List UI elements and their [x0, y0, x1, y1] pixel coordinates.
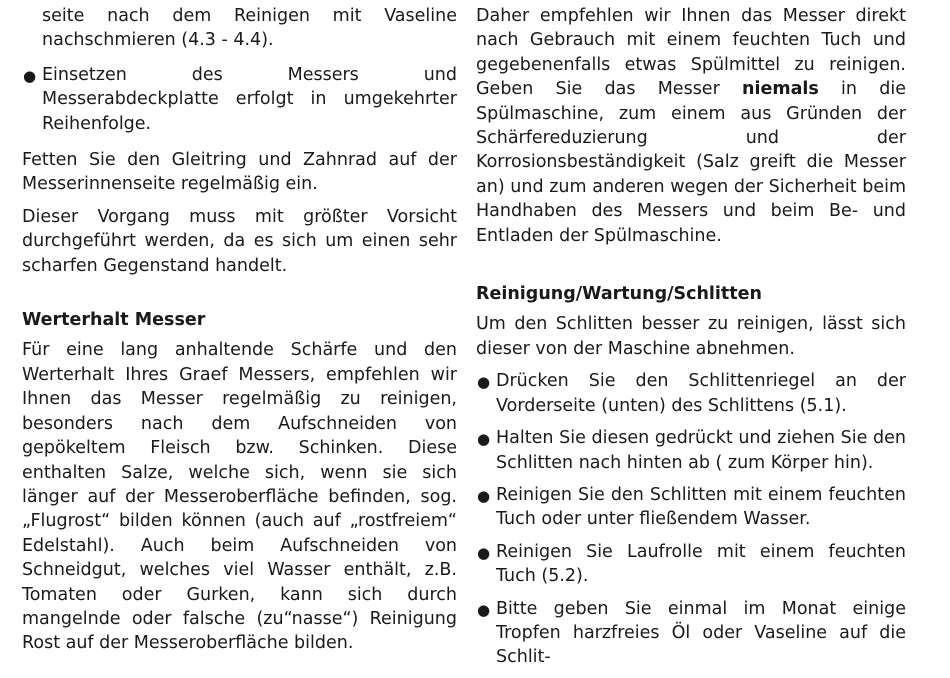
paragraph: Um den Schlitten besser zu reinigen, lässt sich dieser von der Maschine abnehmen. [476, 314, 906, 359]
bullet-text: Reinigen Sie Laufrolle mit einem feuchten Tuch (5.2). [496, 541, 906, 587]
bullet-item [476, 540, 906, 589]
section-heading: Werterhalt Messer [22, 310, 206, 331]
bullet-dot-icon: ● [23, 66, 37, 85]
left-column [22, 4, 457, 664]
bullet-item [476, 483, 906, 532]
bullet-text: Reinigen Sie den Schlitten mit einem feuchten Tuch oder unter fließendem Wasser. [496, 484, 906, 530]
text-run: Daher empfehlen wir Ihnen das Messer direkt nach Gebrauch mit einem feuchten Tuch und gegebenenfalls etwas Spülmittel zu reinigen. Geben Sie das Messer [476, 6, 906, 100]
bullet-text: Einsetzen des Messers und Messerabdeckplatte erfolgt in umgekehrter Reihenfolge. [42, 64, 457, 134]
emphasis-text: niemals [742, 79, 819, 100]
text-run: in die Spülmaschine, zum einem aus Gründen der Schärfereduzierung und der Korrosionsbeständigkeit (Salz greift die Messer an) und zum anderen wegen der Sicherheit beim Handhaben des Messers und beim Be- und Entladen der Spülmaschine. [476, 79, 906, 246]
paragraph: Dieser Vorgang muss mit größter Vorsicht durchgeführt werden, da es sich um einen sehr scharfen Gegenstand handelt. [22, 206, 457, 276]
bullet-dot-icon: ● [477, 543, 491, 562]
section-heading: Reinigung/Wartung/Schlitten [476, 284, 762, 305]
bullet-item [476, 597, 906, 670]
bullet-text: Halten Sie diesen gedrückt und ziehen Sie den Schlitten nach hinten ab ( zum Körper hin). [496, 428, 906, 473]
bullet-dot-icon: ● [477, 600, 491, 619]
right-column [476, 4, 906, 678]
paragraph [476, 4, 906, 248]
paragraph: Für eine lang anhaltende Schärfe und den Werterhalt Ihres Graef Messers, empfehlen wir Ihnen das Messer regelmäßig zu reinigen, besonders nach dem Aufschneiden von gepökeltem Fleisch bzw. Schinken. Diese enthalten Salze, welche sich, wenn sie sich länger auf der Messeroberfläche befinden, sog. „Flugrost“ bilden können (auch auf „rostfreiem“ Edelstahl). Auch beim Aufschneiden von Schneidgut, welches viel Wasser enthält, z.B. Tomaten oder Gurken, kann sich durch mangelnde oder falsche (zu“nasse“) Reinigung Rost auf der Messeroberfläche bilden. [22, 340, 457, 654]
bullet-item [476, 426, 906, 475]
bullet-item [22, 63, 457, 136]
bullet-text: Drücken Sie den Schlittenriegel an der Vorderseite (unten) des Schlittens (5.1). [496, 371, 906, 416]
bullet-item [476, 369, 906, 418]
bullet-dot-icon: ● [477, 486, 491, 505]
bullet-dot-icon: ● [477, 373, 491, 392]
bullet-dot-icon: ● [477, 430, 491, 449]
paragraph: Fetten Sie den Gleitring und Zahnrad auf der Messerinnenseite regelmäßig ein. [22, 150, 457, 195]
continuation-text: seite nach dem Reinigen mit Vaseline nachschmieren (4.3 - 4.4). [42, 6, 457, 51]
bullet-text: Bitte geben Sie einmal im Monat einige Tropfen harzfreies Öl oder Vaseline auf die Schlit- [496, 598, 906, 668]
